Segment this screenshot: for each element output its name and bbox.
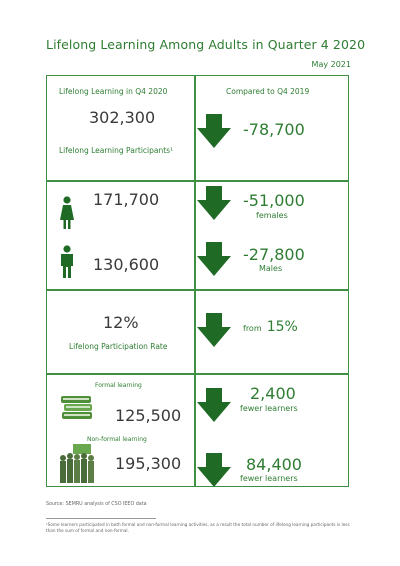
row-divider <box>47 289 348 291</box>
male-label: Males <box>259 264 283 273</box>
male-change: -27,800 <box>243 245 305 264</box>
formal-label: Formal learning <box>95 382 142 389</box>
rate-value: 12% <box>103 313 139 332</box>
footnote-divider <box>46 518 156 519</box>
row-divider <box>47 373 348 375</box>
publication-date: May 2021 <box>311 60 351 69</box>
source-note: Source: SEMRU analysis of CSO IEEO data <box>46 502 147 507</box>
footnote: ¹Some learners participated in both formal and non-formal learning activities, as a result the total number of lifelong learning participants is less than the sum of formal and non-formal. <box>46 522 350 533</box>
female-value: 171,700 <box>93 190 160 209</box>
page-title: Lifelong Learning Among Adults in Quarter 4 2020 <box>46 37 366 52</box>
rate-change <box>243 316 298 335</box>
arrow-down-icon <box>197 313 231 347</box>
female-icon <box>59 196 75 230</box>
nonformal-value: 195,300 <box>115 454 182 473</box>
formal-change: 2,400 <box>250 384 296 403</box>
infographic-table <box>46 75 349 487</box>
arrow-down-icon <box>197 388 231 422</box>
participants-label: Lifelong Learning Participants¹ <box>59 146 174 155</box>
male-value: 130,600 <box>93 255 160 274</box>
nonformal-change: 84,400 <box>246 455 302 474</box>
right-header: Compared to Q4 2019 <box>226 87 310 96</box>
participants-value: 302,300 <box>89 108 156 127</box>
male-icon <box>59 245 75 279</box>
female-change: -51,000 <box>243 191 305 210</box>
nonformal-label: Non-formal learning <box>87 436 147 443</box>
row-divider <box>47 180 348 182</box>
rate-from-word: from <box>243 324 262 333</box>
arrow-down-icon <box>197 186 231 220</box>
left-header: Lifelong Learning in Q4 2020 <box>59 87 168 96</box>
arrow-down-icon <box>197 114 231 148</box>
rate-label: Lifelong Participation Rate <box>69 342 168 351</box>
female-label: females <box>256 211 288 220</box>
arrow-down-icon <box>197 453 231 487</box>
column-divider <box>194 76 196 486</box>
arrow-down-icon <box>197 242 231 276</box>
participants-change: -78,700 <box>243 120 305 139</box>
rate-from-value: 15% <box>266 319 298 335</box>
group-icon <box>57 444 97 484</box>
formal-value: 125,500 <box>115 406 182 425</box>
formal-change-label: fewer learners <box>240 404 298 413</box>
books-icon <box>59 394 95 420</box>
nonformal-change-label: fewer learners <box>240 474 298 483</box>
